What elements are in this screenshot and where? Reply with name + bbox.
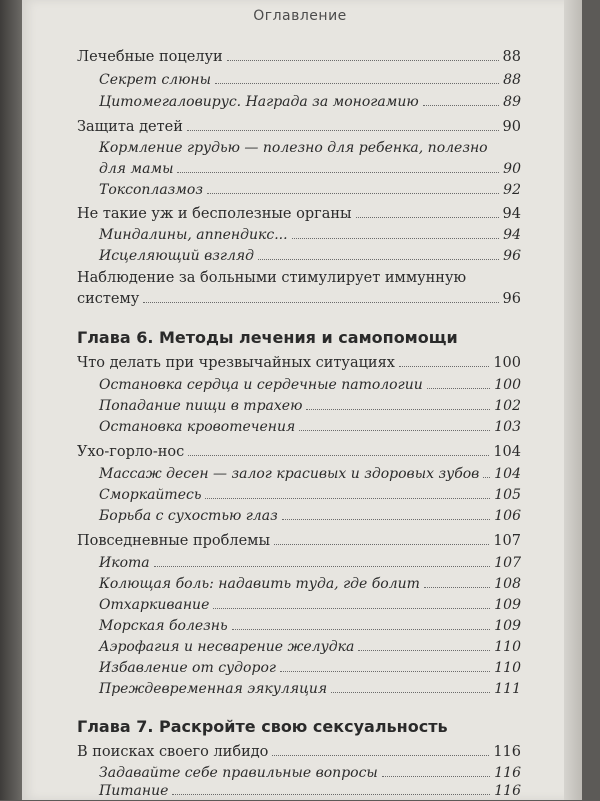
toc-entry-page: 94 [503, 227, 521, 243]
toc-leader-dots [232, 629, 491, 630]
toc-entry [77, 117, 521, 137]
toc-entry-page: 96 [502, 291, 521, 307]
toc-entry-page: 103 [494, 419, 521, 435]
toc-leader-dots [356, 217, 499, 218]
toc-leader-dots [331, 692, 490, 693]
toc-entry-page: 94 [502, 206, 521, 222]
toc-entry-page: 106 [494, 508, 521, 524]
toc-entry-title: В поисках своего либидо [77, 744, 269, 760]
toc-leader-dots [213, 608, 490, 609]
toc-entry-title: Аэрофагия и несварение желудка [99, 639, 355, 655]
toc-leader-dots [272, 755, 489, 756]
toc-entry-title: Миндалины, аппендикс... [99, 227, 288, 243]
toc-entry-page: 104 [494, 466, 521, 482]
toc-entry-page: 104 [493, 444, 521, 460]
toc-entry-page: 88 [503, 72, 521, 88]
toc-leader-dots [423, 105, 499, 106]
toc-entry-title: Избавление от судорог [99, 660, 276, 676]
toc-entry [77, 442, 521, 462]
toc-entry [77, 204, 521, 224]
toc-leader-dots [187, 130, 499, 131]
page-edge [564, 0, 582, 800]
toc-entry [77, 47, 521, 67]
toc-entry-page: 110 [494, 639, 521, 655]
toc-entry-title: Борьба с сухостью глаз [99, 508, 278, 524]
toc-leader-dots [215, 83, 499, 84]
toc-leader-dots [399, 366, 489, 367]
toc-entry-title: Ухо-горло-нос [77, 444, 185, 460]
toc-entry [77, 531, 521, 551]
toc-entry-page: 92 [503, 182, 521, 198]
running-header: Оглавление [253, 8, 347, 24]
toc-entry-title: Секрет слюны [99, 72, 212, 88]
toc-entry-page: 102 [494, 398, 521, 414]
toc-entry-title: Преждевременная эякуляция [99, 681, 328, 697]
toc-entry-page: 116 [493, 744, 521, 760]
toc-leader-dots [172, 794, 490, 795]
toc-subentry-line1: Кормление грудью — полезно для ребенка, полезно [99, 140, 488, 156]
toc-subentry [99, 506, 521, 526]
toc-entry-title: Повседневные проблемы [77, 533, 270, 549]
toc-subentry [99, 781, 521, 801]
toc-entry-page: 105 [494, 487, 521, 503]
toc-entry-title: Питание [99, 783, 169, 799]
toc-entry-title-cont: для мамы [99, 161, 174, 177]
toc-subentry [99, 159, 521, 179]
toc-entry-page: 100 [493, 355, 521, 371]
chapter-heading: Глава 7. Раскройте свою сексуальность [77, 717, 448, 736]
toc-subentry [99, 246, 521, 266]
toc-subentry [99, 679, 521, 699]
toc-subentry [99, 92, 521, 112]
toc-subentry [99, 763, 521, 783]
toc-entry-page: 107 [493, 533, 521, 549]
toc-entry-title: Не такие уж и бесполезные органы [77, 206, 352, 222]
toc-entry-title: Икота [99, 555, 150, 571]
toc-subentry [99, 616, 521, 636]
toc-subentry [99, 485, 521, 505]
toc-entry-title: Задавайте себе правильные вопросы [99, 765, 378, 781]
toc-subentry [99, 574, 521, 594]
toc-entry-page: 109 [494, 618, 521, 634]
toc-leader-dots [207, 193, 499, 194]
toc-entry-page: 116 [494, 765, 521, 781]
toc-entry-page: 116 [494, 783, 521, 799]
toc-entry-title: Массаж десен — залог красивых и здоровых зубов [99, 466, 480, 482]
toc-entry-title: Что делать при чрезвычайных ситуациях [77, 355, 395, 371]
toc-leader-dots [177, 172, 499, 173]
toc-entry-page: 107 [494, 555, 521, 571]
toc-entry-title: Лечебные поцелуи [77, 49, 223, 65]
toc-leader-dots [188, 455, 489, 456]
toc-entry-page: 88 [502, 49, 521, 65]
toc-entry [77, 289, 521, 309]
toc-entry-title: Морская болезнь [99, 618, 228, 634]
toc-entry-page: 109 [494, 597, 521, 613]
toc-leader-dots [306, 409, 490, 410]
toc-leader-dots [427, 388, 491, 389]
chapter-heading: Глава 6. Методы лечения и самопомощи [77, 328, 458, 347]
toc-subentry [99, 70, 521, 90]
toc-entry-title: Сморкайтесь [99, 487, 202, 503]
toc-entry-title: Попадание пищи в трахею [99, 398, 303, 414]
toc-subentry [99, 375, 521, 395]
toc-subentry [99, 417, 521, 437]
toc-leader-dots [358, 650, 490, 651]
toc-leader-dots [382, 776, 490, 777]
toc-entry-page: 111 [494, 681, 521, 697]
toc-entry-title: Остановка сердца и сердечные патологии [99, 377, 423, 393]
toc-leader-dots [274, 544, 489, 545]
toc-entry-page: 90 [502, 119, 521, 135]
toc-entry-title: Цитомегаловирус. Награда за моногамию [99, 94, 419, 110]
toc-leader-dots [143, 302, 498, 303]
toc-subentry [99, 225, 521, 245]
toc-subentry [99, 396, 521, 416]
toc-subentry [99, 658, 521, 678]
toc-subentry [99, 180, 521, 200]
toc-leader-dots [258, 259, 499, 260]
toc-leader-dots [299, 430, 490, 431]
toc-leader-dots [282, 519, 491, 520]
toc-subentry [99, 637, 521, 657]
toc-entry-line1: Наблюдение за больными стимулирует иммунную [77, 270, 467, 286]
toc-entry-page: 108 [494, 576, 521, 592]
toc-entry-title: Остановка кровотечения [99, 419, 296, 435]
toc-subentry [99, 464, 521, 484]
toc-entry-title: Защита детей [77, 119, 183, 135]
toc-entry-title: Исцеляющий взгляд [99, 248, 255, 264]
toc-subentry [99, 595, 521, 615]
toc-entry-page: 100 [494, 377, 521, 393]
toc-subentry [99, 553, 521, 573]
toc-entry [77, 353, 521, 373]
toc-entry-page: 110 [494, 660, 521, 676]
toc-entry-page: 96 [503, 248, 521, 264]
toc-entry [77, 742, 521, 762]
toc-entry-page: 89 [503, 94, 521, 110]
toc-entry-title-cont: систему [77, 291, 140, 307]
toc-leader-dots [292, 238, 500, 239]
toc-entry-title: Колющая боль: надавить туда, где болит [99, 576, 420, 592]
book-spine-shadow [0, 0, 22, 800]
toc-entry-title: Отхаркивание [99, 597, 210, 613]
toc-leader-dots [280, 671, 490, 672]
toc-leader-dots [424, 587, 490, 588]
toc-leader-dots [205, 498, 490, 499]
toc-leader-dots [483, 477, 490, 478]
toc-leader-dots [227, 60, 499, 61]
toc-leader-dots [154, 566, 491, 567]
toc-entry-page: 90 [503, 161, 521, 177]
toc-entry-title: Токсоплазмоз [99, 182, 203, 198]
